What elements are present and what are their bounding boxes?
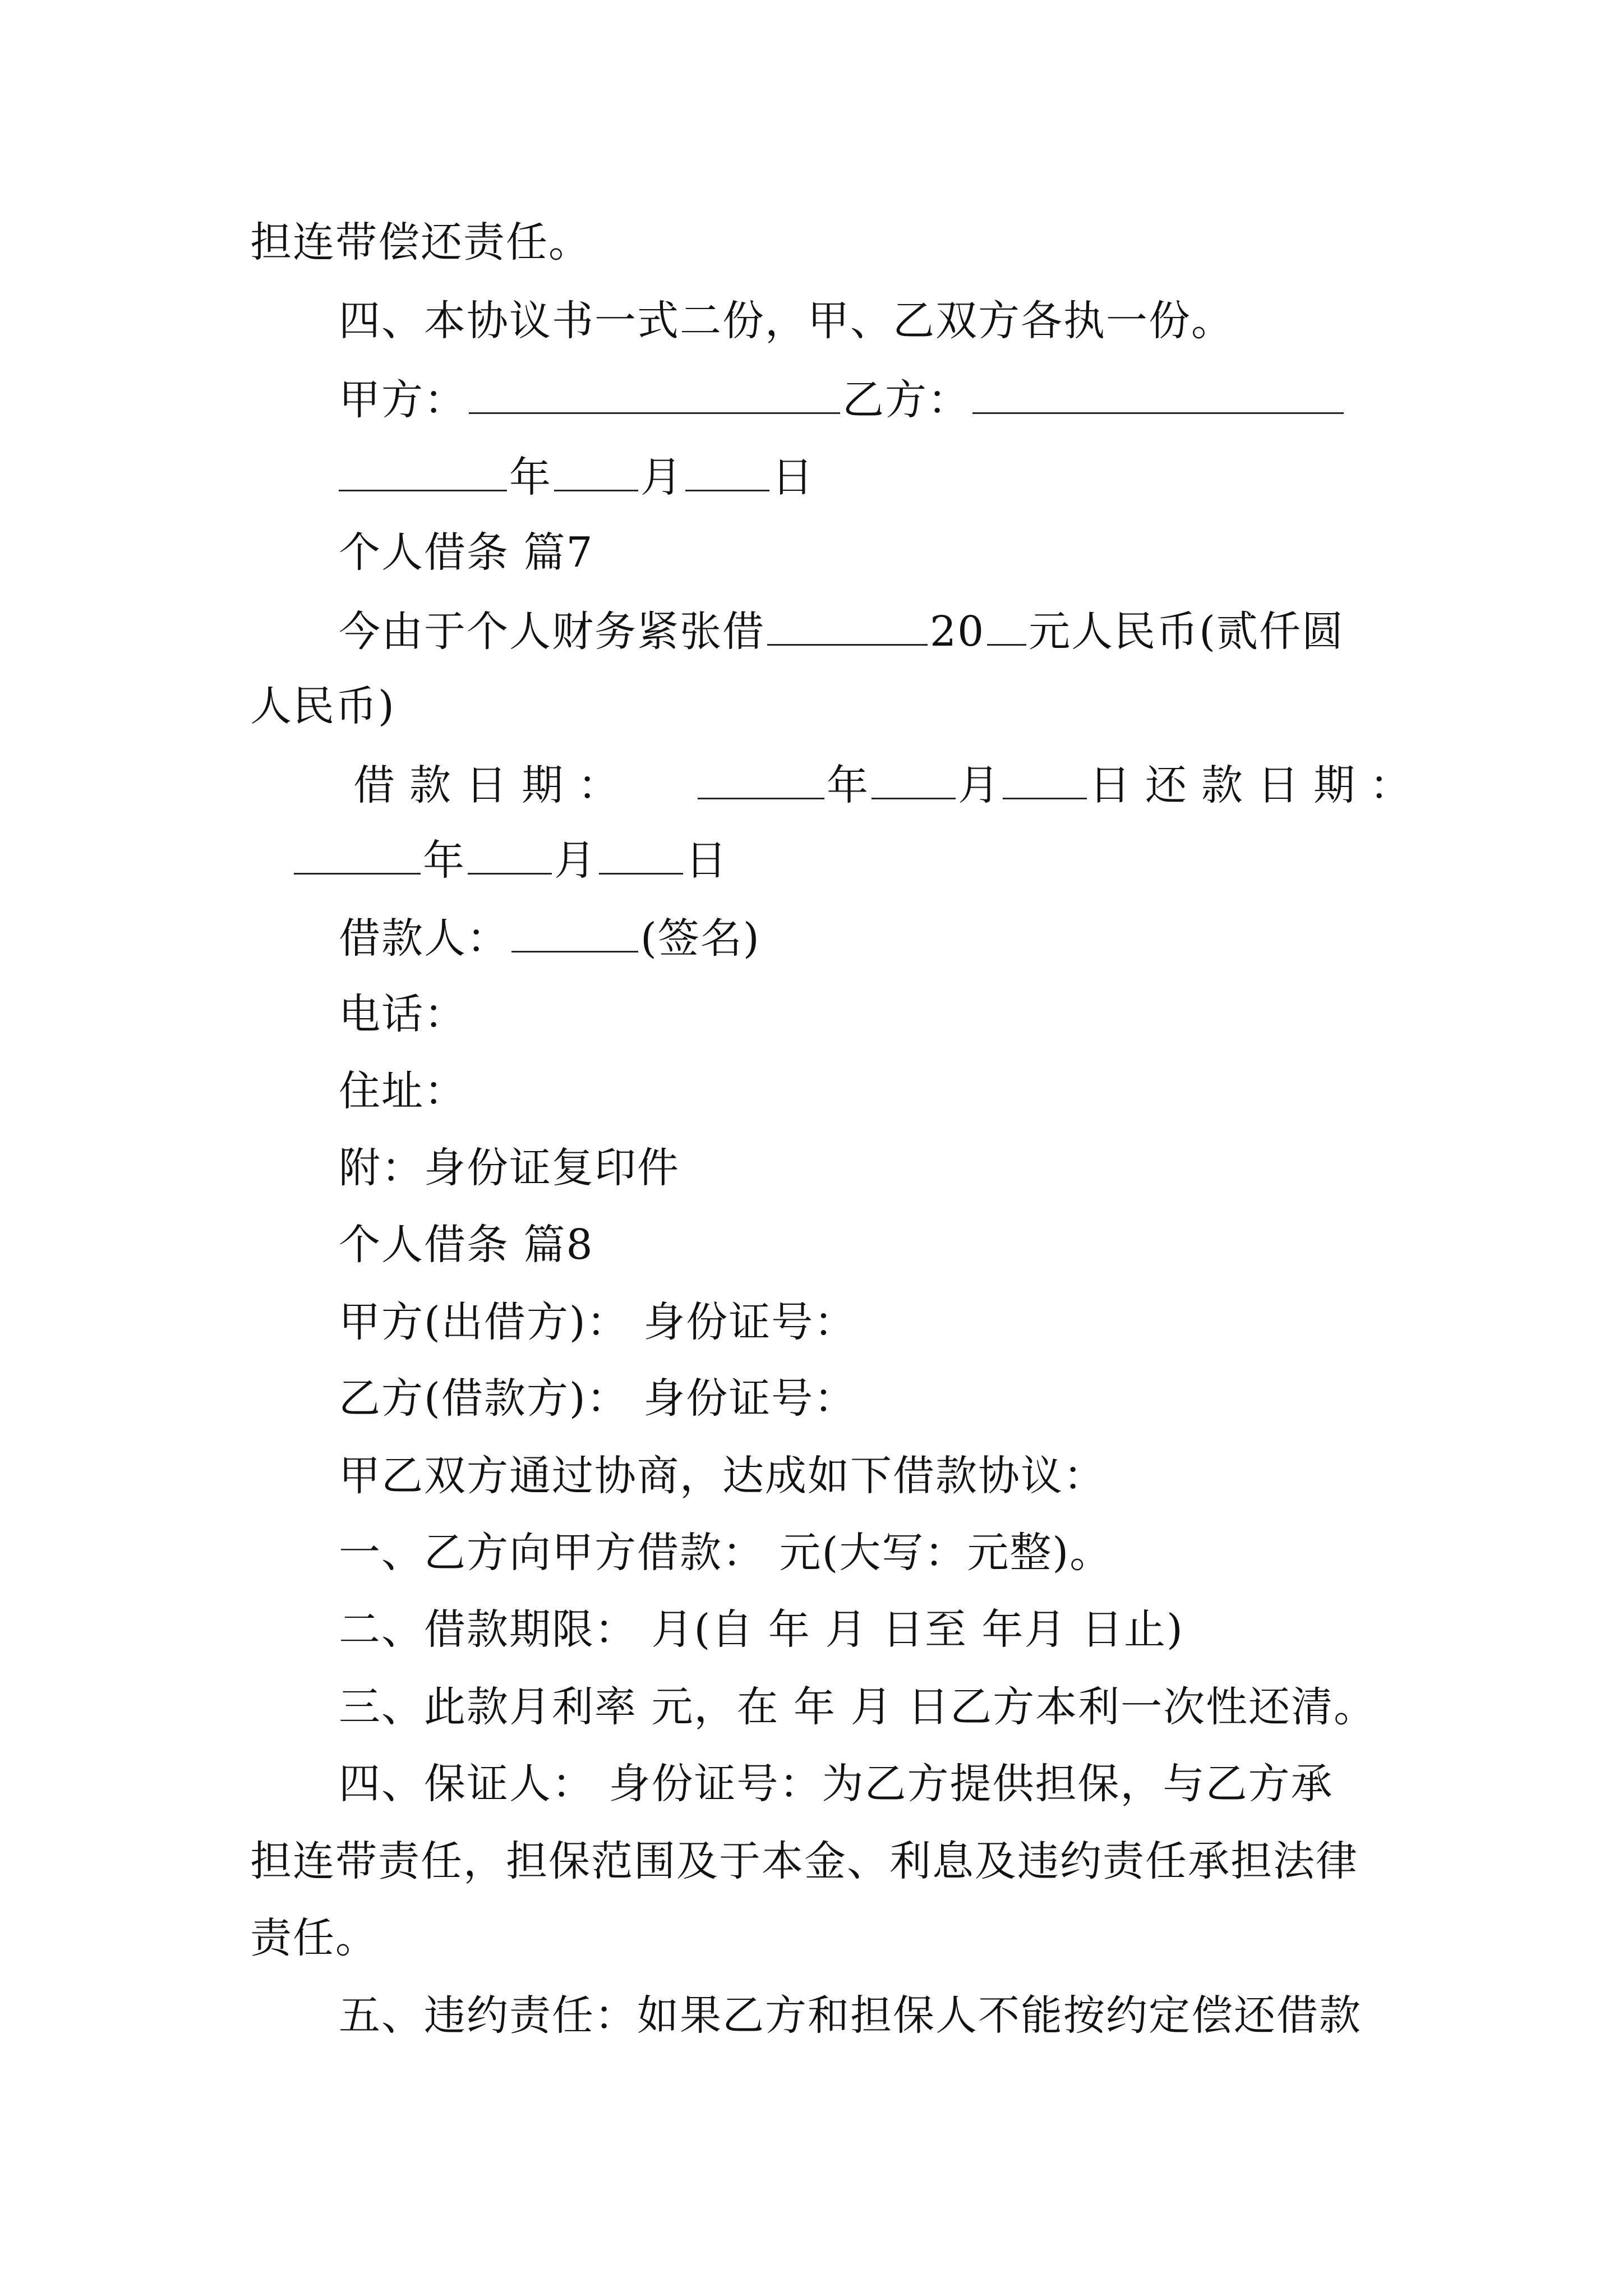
loan-date-label: 借款日期： xyxy=(353,761,634,809)
paragraph-line xyxy=(339,608,1345,656)
loan-year-blank xyxy=(698,763,824,799)
party-b-blank xyxy=(972,378,1344,414)
repay-month-blank xyxy=(468,838,552,875)
month-label: 月 xyxy=(640,453,683,501)
loan-date-line xyxy=(353,761,1426,809)
section-heading: 个人借条 篇8 xyxy=(339,1221,594,1269)
paragraph-line: 责任。 xyxy=(250,1914,378,1962)
loan-text: 今由于个人财务紧张借 xyxy=(339,608,765,656)
signature-label: (签名) xyxy=(640,914,760,963)
date-line xyxy=(336,453,814,501)
year-blank xyxy=(339,455,507,491)
month-blank xyxy=(554,455,638,491)
phone-label: 电话： xyxy=(339,990,467,1038)
repay-year-label: 年 xyxy=(423,836,465,885)
borrower-blank xyxy=(511,916,638,953)
currency-text: 元人民币(贰仟圆 xyxy=(1029,608,1345,656)
signature-line-parties xyxy=(339,376,1346,424)
loan-day-blank xyxy=(1003,763,1087,799)
paragraph-line: 二、借款期限： 月(自 年 月 日至 年月 日止) xyxy=(339,1605,1184,1654)
repay-date-label: 日还款日期： xyxy=(1089,761,1426,809)
paragraph-line: 甲乙双方通过协商，达成如下借款协议： xyxy=(339,1452,1106,1500)
loan-month-blank xyxy=(872,763,956,799)
amount-blank xyxy=(767,609,928,646)
repay-year-blank xyxy=(294,838,421,875)
paragraph-line: 三、此款月利率 元，在 年 月 日乙方本利一次性还清。 xyxy=(339,1683,1377,1731)
amount-number: 20 xyxy=(930,608,985,656)
paragraph-line: 一、乙方向甲方借款： 元(大写：元整)。 xyxy=(339,1529,1113,1577)
address-label: 住址： xyxy=(339,1067,467,1115)
repay-date-line xyxy=(292,836,728,885)
borrower-line xyxy=(339,914,760,963)
paragraph-line: 四、保证人： 身份证号：为乙方提供担保，与乙方承 xyxy=(339,1760,1334,1808)
paragraph-line: 五、违约责任：如果乙方和担保人不能按约定偿还借款 xyxy=(339,1991,1362,2040)
day-label: 日 xyxy=(772,453,814,501)
loan-year-label: 年 xyxy=(827,761,869,809)
party-a-blank xyxy=(469,378,840,414)
borrower-label: 借款人： xyxy=(339,914,509,963)
party-a-label: 甲方： xyxy=(339,376,467,424)
paragraph-line: 乙方(借款方)： 身份证号： xyxy=(339,1374,857,1423)
party-b-label: 乙方： xyxy=(842,376,970,424)
repay-day-label: 日 xyxy=(685,836,728,885)
year-label: 年 xyxy=(509,453,552,501)
section-heading: 个人借条 篇7 xyxy=(339,528,594,577)
paragraph-line: 四、本协议书一式二份，甲、乙双方各执一份。 xyxy=(339,297,1234,345)
attachment-label: 附：身份证复印件 xyxy=(339,1144,680,1192)
loan-month-label: 月 xyxy=(958,761,1000,809)
paragraph-line: 人民币) xyxy=(250,682,395,730)
paragraph-line: 担连带责任，担保范围及于本金、利息及违约责任承担法律 xyxy=(250,1837,1358,1885)
repay-month-label: 月 xyxy=(554,836,597,885)
paragraph-line: 甲方(出借方)： 身份证号： xyxy=(339,1298,857,1346)
repay-day-blank xyxy=(599,838,683,875)
day-blank xyxy=(685,455,769,491)
paragraph-line: 担连带偿还责任。 xyxy=(250,218,591,266)
amount-blank-2 xyxy=(987,609,1026,646)
